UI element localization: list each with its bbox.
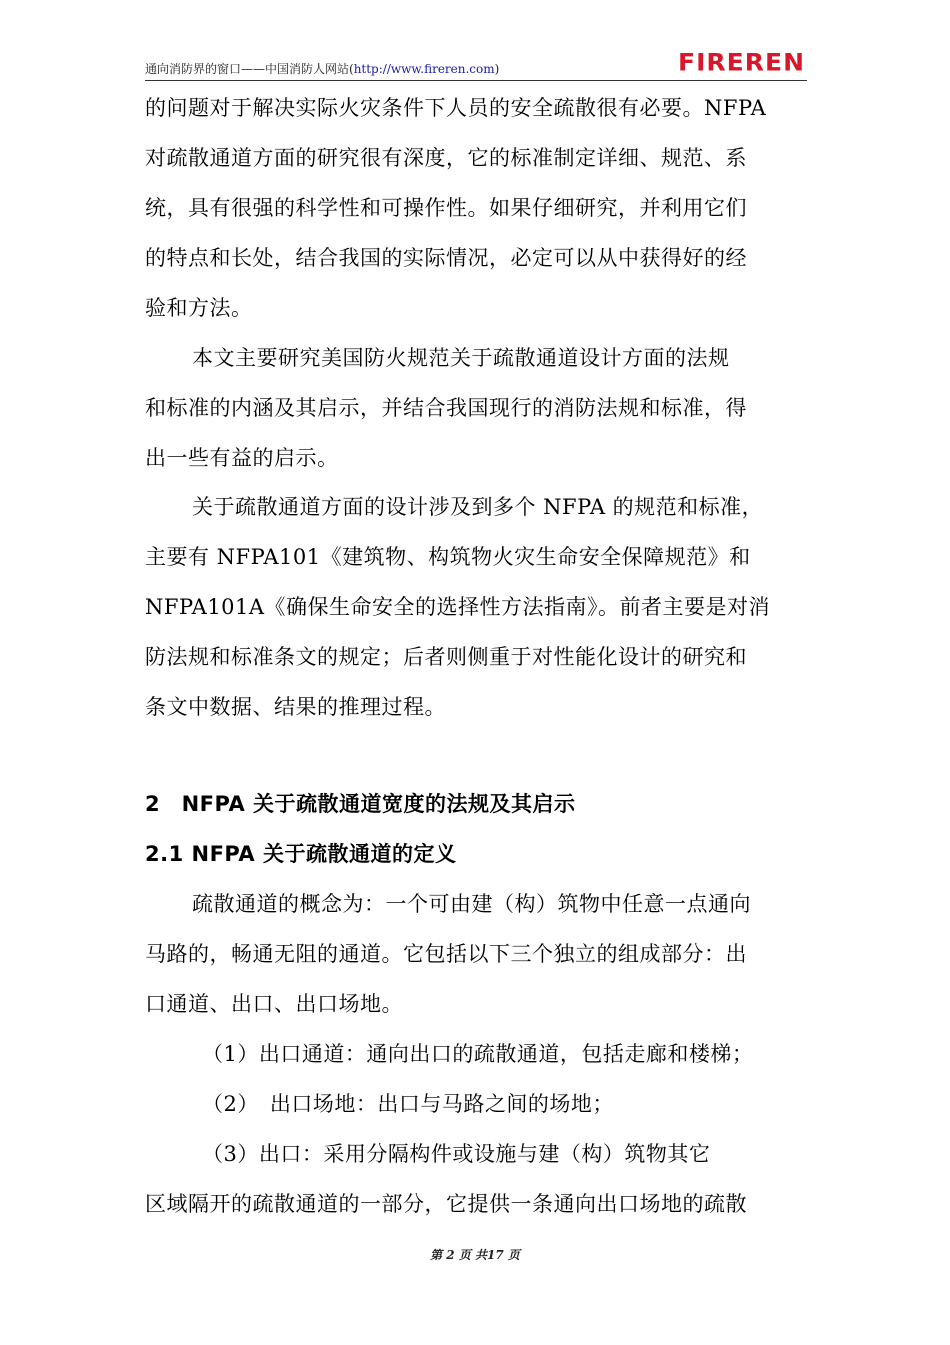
header-site-text: 通向消防界的窗口——中国消防人网站(http://www.fireren.com) bbox=[145, 62, 500, 76]
p3-line-1: 关于疏散通道方面的设计涉及到多个 NFPA 的规范和标准， bbox=[192, 495, 764, 519]
list-item-3: （3）出口：采用分隔构件或设施与建（构）筑物其它 bbox=[202, 1142, 711, 1166]
page-header bbox=[145, 48, 805, 82]
p1-line-5: 验和方法。 bbox=[145, 296, 253, 320]
subsection-heading: 2.1 NFPA 关于疏散通道的定义 bbox=[145, 842, 457, 866]
list-item-1: （1）出口通道：通向出口的疏散通道，包括走廊和楼梯； bbox=[202, 1042, 754, 1066]
header-divider bbox=[145, 80, 807, 81]
p2-line-2: 和标准的内涵及其启示，并结合我国现行的消防法规和标准，得 bbox=[145, 396, 747, 420]
header-url-link[interactable]: http://www.fireren.com bbox=[353, 62, 495, 76]
p2-line-3: 出一些有益的启示。 bbox=[145, 446, 339, 470]
p4-line-1: 疏散通道的概念为：一个可由建（构）筑物中任意一点通向 bbox=[192, 892, 751, 916]
p1-line-3: 统，具有很强的科学性和可操作性。如果仔细研究，并利用它们 bbox=[145, 196, 747, 220]
p2-line-1: 本文主要研究美国防火规范关于疏散通道设计方面的法规 bbox=[192, 346, 730, 370]
p1-line-2: 对疏散通道方面的研究很有深度，它的标准制定详细、规范、系 bbox=[145, 146, 747, 170]
p3-line-4: 防法规和标准条文的规定；后者则侧重于对性能化设计的研究和 bbox=[145, 645, 747, 669]
section-heading: 2 NFPA 关于疏散通道宽度的法规及其启示 bbox=[145, 792, 576, 816]
p4-line-3: 口通道、出口、出口场地。 bbox=[145, 992, 403, 1016]
p3-line-5: 条文中数据、结果的推理过程。 bbox=[145, 695, 446, 719]
fireren-logo: FIREREN bbox=[678, 48, 805, 77]
list-item-2: （2） 出口场地：出口与马路之间的场地； bbox=[202, 1092, 614, 1116]
p1-line-4: 的特点和长处，结合我国的实际情况，必定可以从中获得好的经 bbox=[145, 246, 747, 270]
p3-line-3: NFPA101A《确保生命安全的选择性方法指南》。前者主要是对消 bbox=[145, 595, 771, 619]
p3-line-2: 主要有 NFPA101《建筑物、构筑物火灾生命安全保障规范》和 bbox=[145, 545, 751, 569]
page-footer: 第 2 页 共17 页 bbox=[430, 1248, 520, 1262]
p4-line-2: 马路的，畅通无阻的通道。它包括以下三个独立的组成部分：出 bbox=[145, 942, 747, 966]
p1-line-1: 的问题对于解决实际火灾条件下人员的安全疏散很有必要。NFPA bbox=[145, 96, 767, 120]
p5-line-1: 区域隔开的疏散通道的一部分，它提供一条通向出口场地的疏散 bbox=[145, 1192, 747, 1216]
